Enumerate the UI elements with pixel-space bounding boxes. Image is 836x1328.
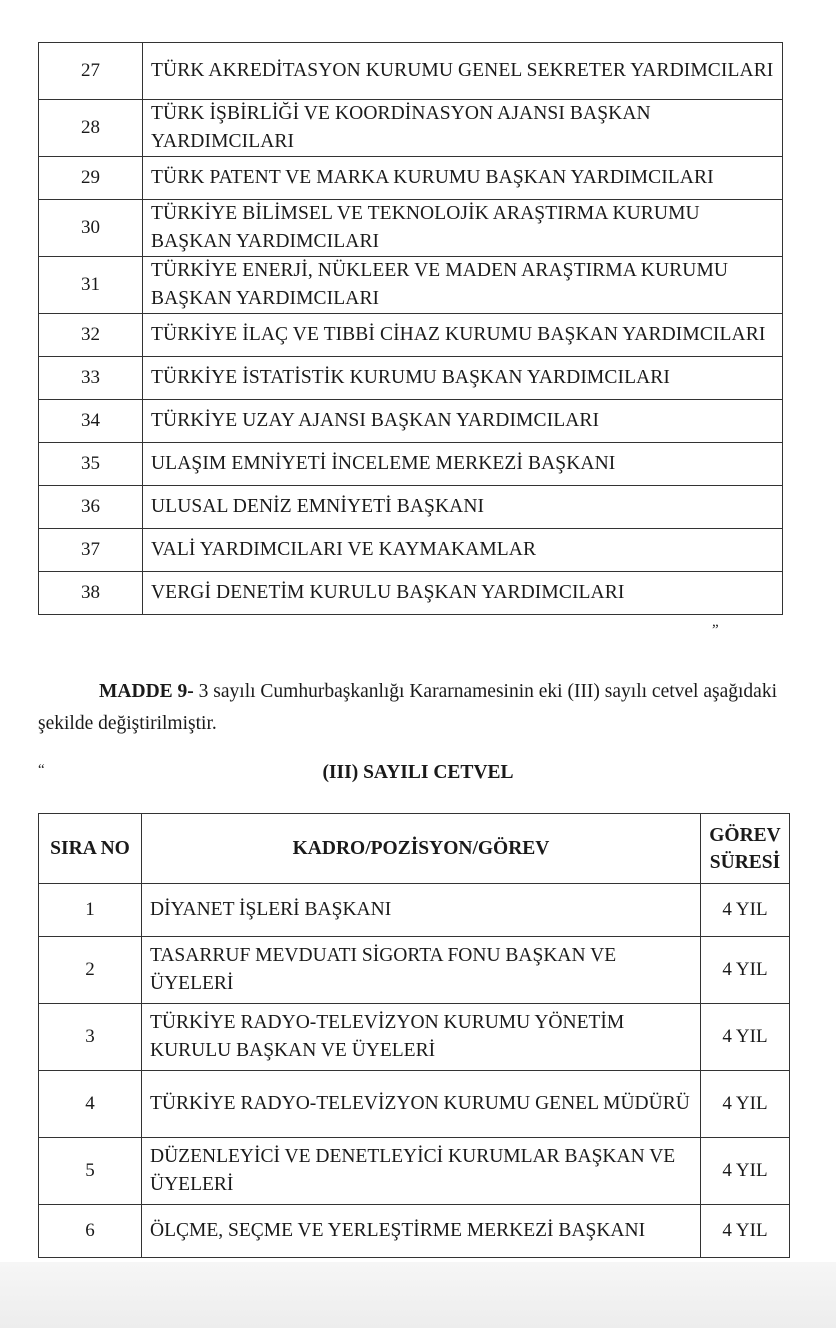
table-row — [39, 443, 783, 486]
table-row — [39, 1004, 790, 1071]
row-number: 28 — [39, 100, 143, 157]
table-row — [39, 529, 783, 572]
row-number: 6 — [39, 1205, 142, 1258]
row-number: 37 — [39, 529, 143, 572]
row-number: 32 — [39, 314, 143, 357]
article-lead: MADDE 9- — [99, 681, 194, 702]
row-term: 4 YIL — [701, 1205, 790, 1258]
row-number: 29 — [39, 157, 143, 200]
row-title: ÖLÇME, SEÇME VE YERLEŞTİRME MERKEZİ BAŞKANI — [142, 1205, 701, 1258]
row-title: ULAŞIM EMNİYETİ İNCELEME MERKEZİ BAŞKANI — [143, 443, 783, 486]
row-title: DİYANET İŞLERİ BAŞKANI — [142, 884, 701, 937]
row-term: 4 YIL — [701, 1004, 790, 1071]
table-row — [39, 43, 783, 100]
table-row — [39, 1205, 790, 1258]
table-row — [39, 1071, 790, 1138]
row-title: TÜRK PATENT VE MARKA KURUMU BAŞKAN YARDIMCILARI — [143, 157, 783, 200]
row-title: TÜRKİYE ENERJİ, NÜKLEER VE MADEN ARAŞTIRMA KURUMU BAŞKAN YARDIMCILARI — [143, 257, 783, 314]
row-number: 36 — [39, 486, 143, 529]
header-sira-no: SIRA NO — [39, 814, 142, 884]
header-gorev-line2: SÜRESİ — [709, 851, 781, 873]
row-title: TÜRKİYE İLAÇ VE TIBBİ CİHAZ KURUMU BAŞKAN YARDIMCILARI — [143, 314, 783, 357]
row-title: TÜRKİYE BİLİMSEL VE TEKNOLOJİK ARAŞTIRMA KURUMU BAŞKAN YARDIMCILARI — [143, 200, 783, 257]
table-row — [39, 100, 783, 157]
table-row — [39, 572, 783, 615]
table-row — [39, 357, 783, 400]
table-row — [39, 400, 783, 443]
table-row — [39, 257, 783, 314]
header-gorev-suresi — [701, 814, 790, 884]
row-title: TÜRKİYE İSTATİSTİK KURUMU BAŞKAN YARDIMCILARI — [143, 357, 783, 400]
opening-quote: “ — [38, 762, 45, 778]
row-number: 31 — [39, 257, 143, 314]
table-row — [39, 884, 790, 937]
row-title: DÜZENLEYİCİ VE DENETLEYİCİ KURUMLAR BAŞKAN VE ÜYELERİ — [142, 1138, 701, 1205]
row-title: TÜRKİYE RADYO-TELEVİZYON KURUMU YÖNETİM KURULU BAŞKAN VE ÜYELERİ — [142, 1004, 701, 1071]
row-number: 35 — [39, 443, 143, 486]
row-title: TÜRKİYE UZAY AJANSI BAŞKAN YARDIMCILARI — [143, 400, 783, 443]
row-title: TÜRKİYE RADYO-TELEVİZYON KURUMU GENEL MÜDÜRÜ — [142, 1071, 701, 1138]
table-row — [39, 1138, 790, 1205]
row-number: 3 — [39, 1004, 142, 1071]
row-term: 4 YIL — [701, 1071, 790, 1138]
row-number: 4 — [39, 1071, 142, 1138]
row-number: 30 — [39, 200, 143, 257]
closing-quote: ” — [712, 622, 719, 638]
row-number: 2 — [39, 937, 142, 1004]
row-number: 33 — [39, 357, 143, 400]
table-row — [39, 314, 783, 357]
continued-table — [38, 42, 783, 615]
article-text: 3 sayılı Cumhurbaşkanlığı Kararnamesinin eki (III) sayılı cetvel aşağıdaki şekilde değiştirilmiştir. — [38, 681, 777, 734]
row-title: TÜRK AKREDİTASYON KURUMU GENEL SEKRETER YARDIMCILARI — [143, 43, 783, 100]
row-title: TÜRK İŞBİRLİĞİ VE KOORDİNASYON AJANSI BAŞKAN YARDIMCILARI — [143, 100, 783, 157]
row-number: 1 — [39, 884, 142, 937]
row-title: VALİ YARDIMCILARI VE KAYMAKAMLAR — [143, 529, 783, 572]
row-term: 4 YIL — [701, 884, 790, 937]
row-number: 34 — [39, 400, 143, 443]
table-header-row — [39, 814, 790, 884]
row-number: 27 — [39, 43, 143, 100]
article-paragraph — [38, 676, 788, 740]
header-kadro: KADRO/POZİSYON/GÖREV — [142, 814, 701, 884]
row-title: ULUSAL DENİZ EMNİYETİ BAŞKANI — [143, 486, 783, 529]
table-row — [39, 937, 790, 1004]
row-title: VERGİ DENETİM KURULU BAŞKAN YARDIMCILARI — [143, 572, 783, 615]
table-caption: (III) SAYILI CETVEL — [322, 762, 514, 783]
header-gorev-line1: GÖREV — [709, 824, 781, 846]
page-bottom-margin — [0, 1262, 836, 1328]
row-number: 38 — [39, 572, 143, 615]
row-title: TASARRUF MEVDUATI SİGORTA FONU BAŞKAN VE ÜYELERİ — [142, 937, 701, 1004]
row-number: 5 — [39, 1138, 142, 1205]
row-term: 4 YIL — [701, 937, 790, 1004]
schedule-table — [38, 813, 790, 1258]
table-row — [39, 157, 783, 200]
table-row — [39, 200, 783, 257]
table-row — [39, 486, 783, 529]
row-term: 4 YIL — [701, 1138, 790, 1205]
